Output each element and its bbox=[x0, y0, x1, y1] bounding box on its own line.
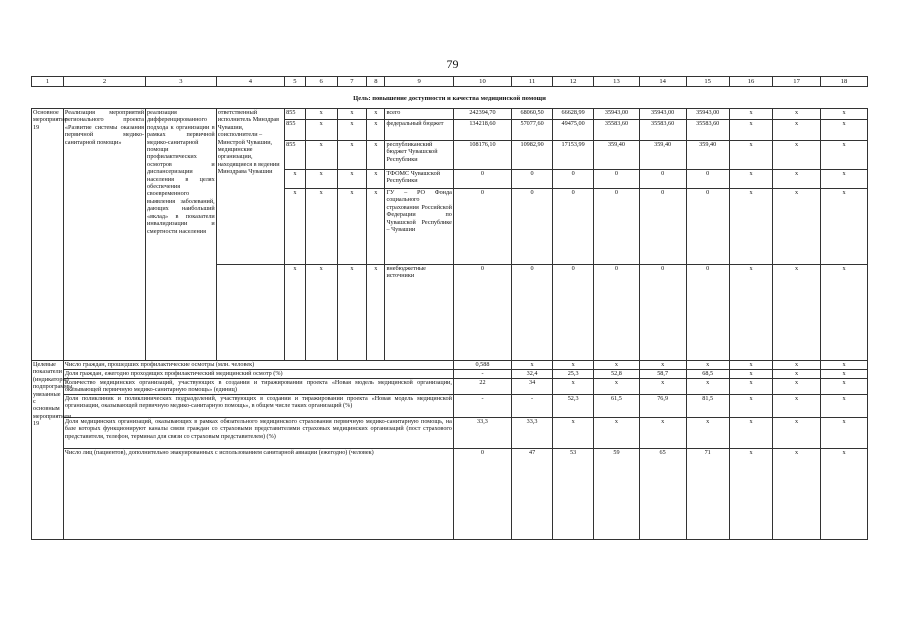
cell: х bbox=[773, 379, 821, 395]
cell: х bbox=[821, 141, 868, 170]
cell: 49475,00 bbox=[553, 120, 594, 141]
cell: х bbox=[729, 109, 772, 120]
cell: 33,3 bbox=[512, 418, 553, 449]
cell: х bbox=[821, 120, 868, 141]
indicator-row bbox=[32, 449, 868, 540]
cell: 855 bbox=[285, 120, 306, 141]
cell: х bbox=[305, 141, 337, 170]
cell: х bbox=[773, 449, 821, 540]
indicator-row bbox=[32, 395, 868, 418]
column-number: 10 bbox=[453, 77, 511, 87]
cell: 58,7 bbox=[639, 370, 686, 379]
cell: 0 bbox=[453, 189, 511, 265]
funding-source: федеральный бюджет bbox=[385, 120, 453, 141]
cell: х bbox=[367, 109, 385, 120]
cell: 242394,70 bbox=[453, 109, 511, 120]
cell: 35583,60 bbox=[594, 120, 640, 141]
cell: х bbox=[729, 395, 772, 418]
cell: х bbox=[639, 379, 686, 395]
column-number: 8 bbox=[367, 77, 385, 87]
column-number: 14 bbox=[639, 77, 686, 87]
column-number: 7 bbox=[337, 77, 367, 87]
cell: х bbox=[337, 109, 367, 120]
cell: 76,9 bbox=[639, 395, 686, 418]
cell: 35583,60 bbox=[686, 120, 729, 141]
cell: 22 bbox=[453, 379, 511, 395]
cell: х bbox=[305, 265, 337, 361]
column-number: 13 bbox=[594, 77, 640, 87]
cell: х bbox=[821, 449, 868, 540]
funding-source: внебюджетные источники bbox=[385, 265, 453, 361]
cell: х bbox=[285, 170, 306, 189]
cell: х bbox=[367, 189, 385, 265]
cell: 0 bbox=[639, 189, 686, 265]
goal-text: Цель: повышение доступности и качества медицинской помощи bbox=[32, 87, 868, 109]
cell: х bbox=[337, 265, 367, 361]
column-number: 16 bbox=[729, 77, 772, 87]
cell: 0 bbox=[639, 265, 686, 361]
cell: х bbox=[367, 141, 385, 170]
indicator-text: Число граждан, прошедших профилактические осмотры (млн. человек) bbox=[63, 361, 453, 370]
cell: х bbox=[337, 170, 367, 189]
cell: х bbox=[729, 418, 772, 449]
indicator-text: Число лиц (пациентов), дополнительно эвакуированных с использованием санитарной авиации (ежегодно) (человек) bbox=[63, 449, 453, 540]
cell: х bbox=[773, 265, 821, 361]
cell: х bbox=[686, 379, 729, 395]
cell: 68060,50 bbox=[512, 109, 553, 120]
cell: - bbox=[453, 370, 511, 379]
cell: 0 bbox=[453, 449, 511, 540]
cell: х bbox=[594, 418, 640, 449]
event-responsible: ответственный исполнитель Минздрав Чувашии, соисполнители – Минстрой Чувашии, медицинские организации, находящиеся в ведении Минздрава Чувашии bbox=[216, 109, 284, 265]
cell: х bbox=[729, 120, 772, 141]
goal-row bbox=[32, 87, 868, 109]
cell: - bbox=[453, 395, 511, 418]
cell: 65 bbox=[639, 449, 686, 540]
event-name: Реализация мероприятий регионального проекта «Развитие системы оказания первичной медико-санитарной помощи» bbox=[63, 109, 145, 361]
cell: 855 bbox=[285, 141, 306, 170]
column-number: 6 bbox=[305, 77, 337, 87]
cell: х bbox=[821, 379, 868, 395]
cell: х bbox=[773, 395, 821, 418]
cell: 0 bbox=[512, 265, 553, 361]
cell: 0 bbox=[686, 265, 729, 361]
cell: 0 bbox=[512, 170, 553, 189]
cell: х bbox=[367, 170, 385, 189]
cell: 32,4 bbox=[512, 370, 553, 379]
empty-cell bbox=[216, 265, 284, 361]
cell: х bbox=[729, 361, 772, 370]
cell: 71 bbox=[686, 449, 729, 540]
cell: х bbox=[773, 109, 821, 120]
indicator-text: Доля поликлиник и поликлинических подразделений, участвующих в создании и тиражировании проекта «Новая модель медицинской организации, оказывающей первичную медико-санитарную помощь», в общем числе таких организаций (%) bbox=[63, 395, 453, 418]
cell: 0 bbox=[512, 189, 553, 265]
cell: х bbox=[773, 370, 821, 379]
cell: х bbox=[821, 370, 868, 379]
cell: х bbox=[594, 379, 640, 395]
cell: х bbox=[367, 120, 385, 141]
cell: х bbox=[821, 189, 868, 265]
funding-source: ГУ – РО Фонда социального страхования Российской Федерации по Чувашской Республике – Чувашии bbox=[385, 189, 453, 265]
indicator-text: Количество медицинских организаций, участвующих в создании и тиражировании проекта «Новая модель медицинской организации, оказывающей первичную медико-санитарную помощь» (единиц) bbox=[64, 379, 452, 394]
funding-source: республиканский бюджет Чувашской Республики bbox=[385, 141, 453, 170]
cell: х bbox=[305, 109, 337, 120]
cell: х bbox=[686, 418, 729, 449]
cell: х bbox=[553, 379, 594, 395]
cell: 0 bbox=[639, 170, 686, 189]
cell: 10982,90 bbox=[512, 141, 553, 170]
cell: - bbox=[512, 395, 553, 418]
cell: 855 bbox=[285, 109, 306, 120]
cell: 0 bbox=[453, 170, 511, 189]
event-task: реализация дифференцированного подхода к организации в рамках первичной медико-санитарной помощи профилактических осмотров и диспансеризации населения в целях обеспечения своевременного выявления заболеваний, дающих наибольший «вклад» в показатели инвалидизации и смертности населения bbox=[146, 109, 217, 361]
event-row bbox=[32, 109, 868, 120]
funding-source: ТФОМС Чувашской Республики bbox=[385, 170, 453, 189]
cell: х bbox=[337, 141, 367, 170]
cell: 359,40 bbox=[686, 141, 729, 170]
cell: 33,3 bbox=[453, 418, 511, 449]
column-number: 1 bbox=[32, 77, 64, 87]
cell: х bbox=[337, 120, 367, 141]
cell: х bbox=[639, 361, 686, 370]
cell: х bbox=[821, 418, 868, 449]
cell: х bbox=[512, 361, 553, 370]
cell: х bbox=[821, 170, 868, 189]
funding-source: всего bbox=[385, 109, 453, 120]
cell: 0,588 bbox=[453, 361, 511, 370]
column-number: 11 bbox=[512, 77, 553, 87]
cell: 108176,10 bbox=[453, 141, 511, 170]
cell: 0 bbox=[686, 189, 729, 265]
cell: 0 bbox=[594, 265, 640, 361]
cell: 53 bbox=[553, 449, 594, 540]
cell: х bbox=[729, 189, 772, 265]
cell: 81,5 bbox=[686, 395, 729, 418]
column-number: 3 bbox=[146, 77, 217, 87]
cell: х bbox=[729, 141, 772, 170]
indicator-row bbox=[32, 370, 868, 379]
column-number: 9 bbox=[385, 77, 453, 87]
cell: 17153,99 bbox=[553, 141, 594, 170]
cell: х bbox=[729, 379, 772, 395]
cell: х bbox=[285, 265, 306, 361]
column-number: 4 bbox=[216, 77, 284, 87]
cell: 0 bbox=[594, 170, 640, 189]
cell: х bbox=[553, 361, 594, 370]
cell: 35943,00 bbox=[686, 109, 729, 120]
column-numbers-row bbox=[32, 77, 868, 87]
column-number: 12 bbox=[553, 77, 594, 87]
cell: 134218,60 bbox=[453, 120, 511, 141]
indicator-row bbox=[32, 379, 868, 395]
indicator-text: Доля медицинских организаций, оказывающих в рамках обязательного медицинского страхования первичную медико-санитарную помощь, на базе которых функционируют каналы связи граждан со страховыми представителями страховых медицинских организаций (пост страхового представителя, телефон, терминал для связи со страховым представителем) (%) bbox=[63, 418, 453, 449]
cell: х bbox=[821, 361, 868, 370]
cell: х bbox=[594, 361, 640, 370]
column-number: 5 bbox=[285, 77, 306, 87]
cell: х bbox=[773, 170, 821, 189]
cell: х bbox=[686, 361, 729, 370]
event-label: Основное мероприятие 19 bbox=[32, 109, 64, 361]
column-number: 15 bbox=[686, 77, 729, 87]
column-number: 18 bbox=[821, 77, 868, 87]
cell: 66628,99 bbox=[553, 109, 594, 120]
cell: 0 bbox=[594, 189, 640, 265]
cell: 0 bbox=[453, 265, 511, 361]
cell: х bbox=[773, 418, 821, 449]
cell: х bbox=[773, 189, 821, 265]
cell: 35943,00 bbox=[594, 109, 640, 120]
cell: х bbox=[553, 418, 594, 449]
cell: х bbox=[821, 395, 868, 418]
cell: х bbox=[337, 189, 367, 265]
cell: 0 bbox=[553, 189, 594, 265]
cell: х bbox=[305, 170, 337, 189]
column-number: 2 bbox=[63, 77, 145, 87]
column-number: 17 bbox=[773, 77, 821, 87]
cell: х bbox=[729, 370, 772, 379]
indicator-row bbox=[32, 418, 868, 449]
cell: 52,3 bbox=[553, 395, 594, 418]
page-number: 79 bbox=[446, 57, 459, 71]
cell: х bbox=[773, 361, 821, 370]
cell: х bbox=[639, 418, 686, 449]
cell: 34 bbox=[512, 379, 553, 395]
cell: х bbox=[305, 120, 337, 141]
cell: 35583,60 bbox=[639, 120, 686, 141]
cell: х bbox=[773, 120, 821, 141]
cell: 57077,60 bbox=[512, 120, 553, 141]
cell: 359,40 bbox=[594, 141, 640, 170]
cell: 0 bbox=[553, 170, 594, 189]
cell: х bbox=[729, 265, 772, 361]
cell: 0 bbox=[686, 170, 729, 189]
indicators-label: Целевые показатели (индикаторы) подпрограммы, увязанные с основным мероприятием 19 bbox=[32, 361, 64, 540]
cell: 0 bbox=[553, 265, 594, 361]
cell: х bbox=[305, 189, 337, 265]
cell: х bbox=[821, 109, 868, 120]
indicator-text: Доля граждан, ежегодно проходящих профилактический медицинский осмотр (%) bbox=[63, 370, 453, 379]
cell: х bbox=[285, 189, 306, 265]
cell: 68,5 bbox=[686, 370, 729, 379]
cell: х bbox=[729, 449, 772, 540]
cell: 359,40 bbox=[639, 141, 686, 170]
cell: х bbox=[821, 265, 868, 361]
cell: 35943,00 bbox=[639, 109, 686, 120]
cell: х bbox=[729, 170, 772, 189]
cell: 61,5 bbox=[594, 395, 640, 418]
cell: 25,3 bbox=[553, 370, 594, 379]
cell: 59 bbox=[594, 449, 640, 540]
cell: х bbox=[773, 141, 821, 170]
program-table bbox=[31, 76, 868, 540]
cell: 47 bbox=[512, 449, 553, 540]
cell: х bbox=[367, 265, 385, 361]
cell: 52,8 bbox=[594, 370, 640, 379]
indicator-row bbox=[32, 361, 868, 370]
